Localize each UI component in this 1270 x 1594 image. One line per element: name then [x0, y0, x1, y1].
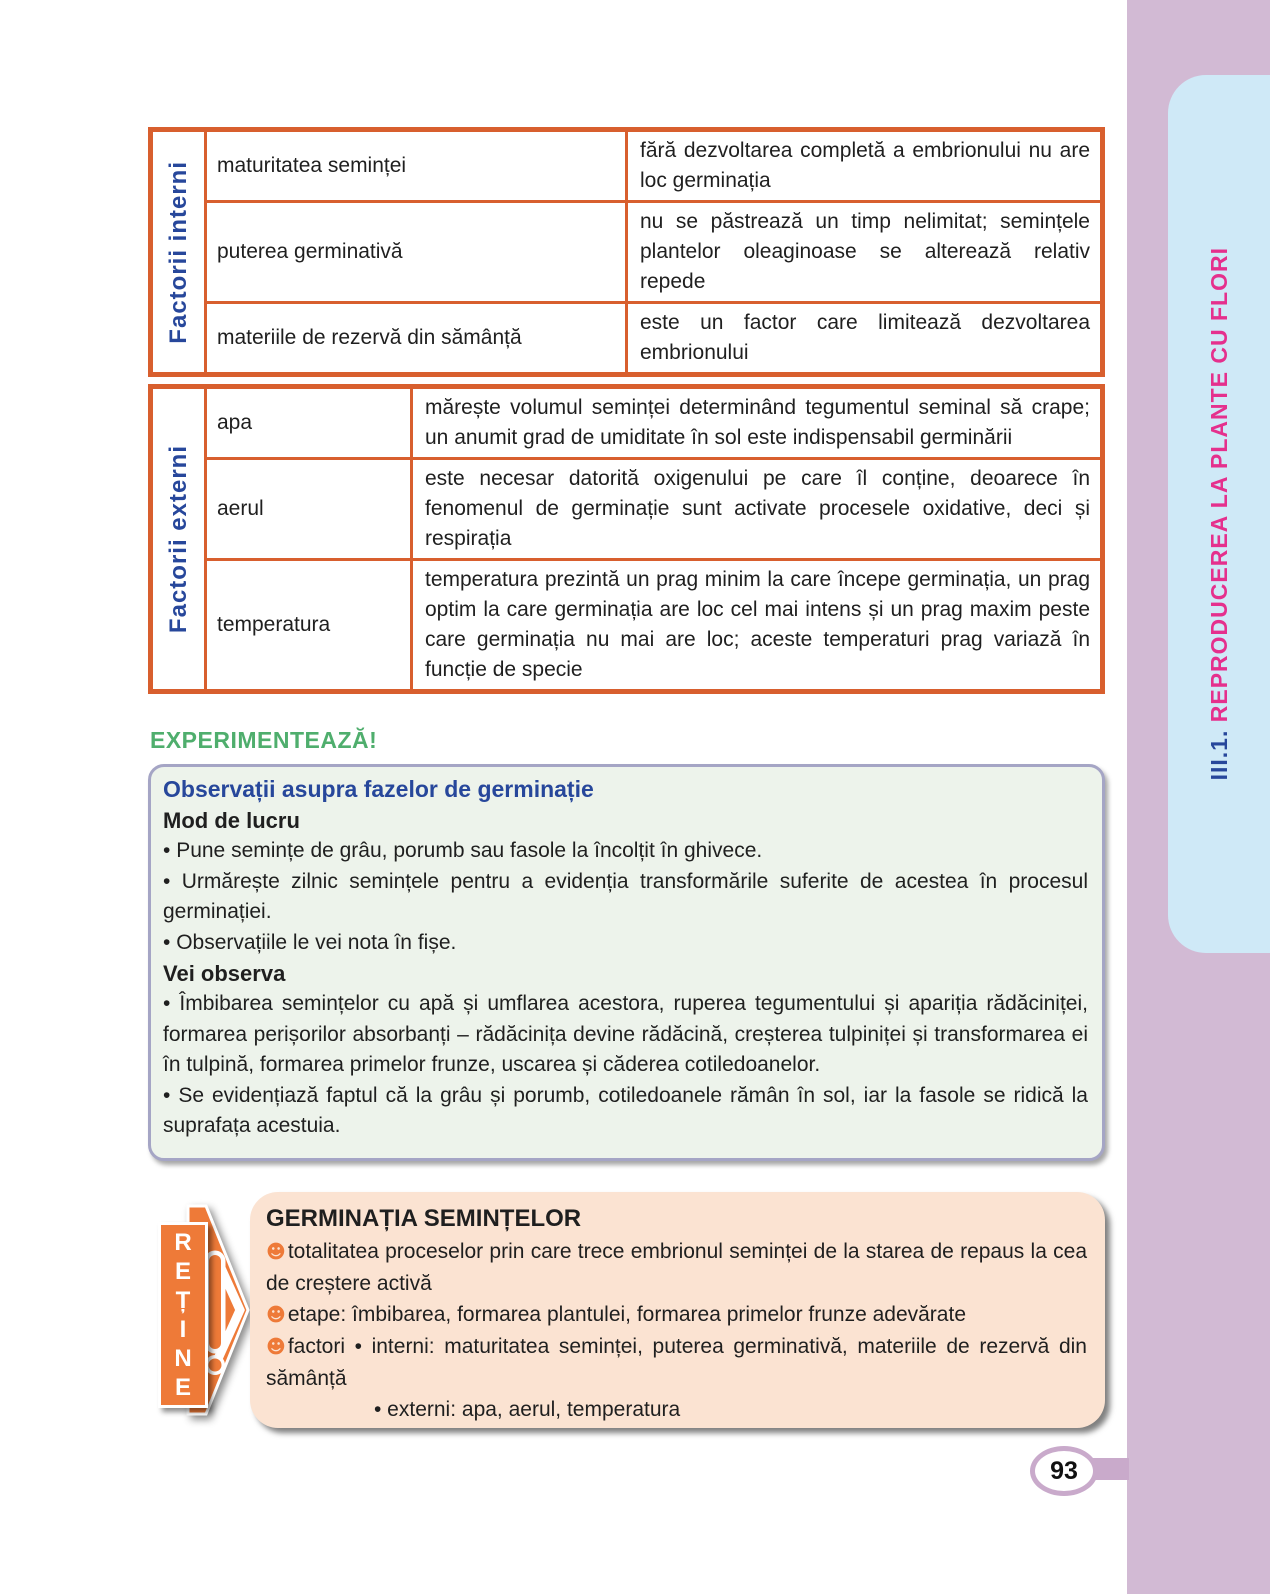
method-item: • Pune semințe de grâu, porumb sau fasole la încolțit în ghivece. — [163, 839, 763, 862]
table-row — [151, 130, 1103, 202]
table-row — [151, 459, 1103, 560]
table-row — [151, 387, 1103, 459]
table-row — [151, 202, 1103, 303]
external-factors-header-cell — [151, 387, 206, 692]
summary-title: GERMINAȚIA SEMINȚELOR — [266, 1205, 582, 1232]
bullet-dot: • — [163, 930, 171, 954]
experiment-heading: EXPERIMENTEAZĂ! — [150, 727, 378, 753]
smiley-bullet-icon: ☻ — [266, 1241, 286, 1263]
factor-description: fără dezvoltarea completă a embrionului nu are loc germinația — [627, 130, 1103, 202]
bullet-dot: • — [163, 869, 171, 893]
summary-item: ☻totalitatea proceselor prin care trece embrionul seminței de la starea de repaus la cea de creștere activă — [266, 1240, 1087, 1295]
bullet-dot: • — [163, 1083, 171, 1107]
experiment-box — [148, 764, 1105, 1161]
page-number: 93 — [1030, 1446, 1098, 1496]
observe-item: • Se evidențiază faptul că la grâu și porumb, cotiledoanele rămân în sol, iar la fasole se ridică la suprafața acestuia. — [163, 1083, 1088, 1137]
bullet-dot: • — [163, 992, 171, 1015]
chapter-tab — [1168, 75, 1270, 953]
internal-factors-header: Factorii interni — [164, 160, 192, 344]
factor-name: puterea germinativă — [206, 202, 627, 303]
smiley-bullet-icon: ☻ — [266, 1336, 286, 1358]
factor-description: mărește volumul seminței determinând tegumentul seminal să crape; un anumit grad de umiditate în sol este indispensabil germinării — [412, 387, 1103, 459]
factor-name: aerul — [206, 459, 412, 560]
method-item: • Observațiile le vei nota în fișe. — [163, 930, 457, 954]
summary-box — [250, 1192, 1105, 1428]
smiley-bullet-icon: ☻ — [266, 1304, 286, 1326]
method-label: Mod de lucru — [163, 808, 300, 833]
external-factors-table — [148, 384, 1105, 694]
factor-description: este necesar datorită oxigenului pe care îl conține, deoarece în fenomenul de germinație sunt activate procesele oxidative, deci și respirația — [412, 459, 1103, 560]
observe-item: • Îmbibarea semințelor cu apă și umflarea acestora, ruperea tegumentului și apariția rădăciniței, formarea perișorilor absorbanți – rădăcinița devine rădăcină, creșterea tulpiniței și transformarea ei în tulpină, formarea primelor frunze, uscarea și căderea cotiledoanelor. — [163, 992, 1088, 1076]
factor-name: apa — [206, 387, 412, 459]
factor-description: nu se păstrează un timp nelimitat; semințele plantelor oleaginoase se alterează relativ repede — [627, 202, 1103, 303]
chapter-title: REPRODUCEREA LA PLANTE CU FLORI — [1205, 247, 1232, 723]
summary-item: ☻factori • interni: maturitatea seminței, puterea germinativă, materiile de rezervă din sămânță — [266, 1335, 1087, 1390]
summary-item: ☻etape: îmbibarea, formarea plantulei, formarea primelor frunze adevărate — [266, 1303, 966, 1326]
table-row — [151, 303, 1103, 375]
experiment-title: Observații asupra fazelor de germinație — [163, 776, 594, 802]
summary-sub-item: • externi: apa, aerul, temperatura — [374, 1398, 681, 1421]
internal-factors-header-cell — [151, 130, 206, 375]
factor-description: temperatura prezintă un prag minim la care începe germinația, un prag optim la care germinația are loc cel mai intens și un prag maxim peste care germinația nu mai are loc; aceste temperaturi prag variază în funcție de specie — [412, 560, 1103, 692]
factor-name: maturitatea seminței — [206, 130, 627, 202]
factor-name: materiile de rezervă din sămânță — [206, 303, 627, 375]
external-factors-header: Factorii externi — [164, 444, 192, 634]
internal-factors-table — [148, 127, 1105, 377]
observe-label: Vei observa — [163, 961, 286, 986]
chapter-number: III.1. — [1205, 722, 1232, 781]
bullet-dot: • — [163, 839, 171, 862]
retine-banner: R E Ț I N E — [158, 1222, 208, 1408]
factor-name: temperatura — [206, 560, 412, 692]
factor-description: este un factor care limitează dezvoltarea embrionului — [627, 303, 1103, 375]
method-item: • Urmărește zilnic semințele pentru a evidenția transformările suferite de acestea în procesul germinației. — [163, 869, 1088, 923]
chapter-vertical-label — [1206, 247, 1233, 780]
table-row — [151, 560, 1103, 692]
